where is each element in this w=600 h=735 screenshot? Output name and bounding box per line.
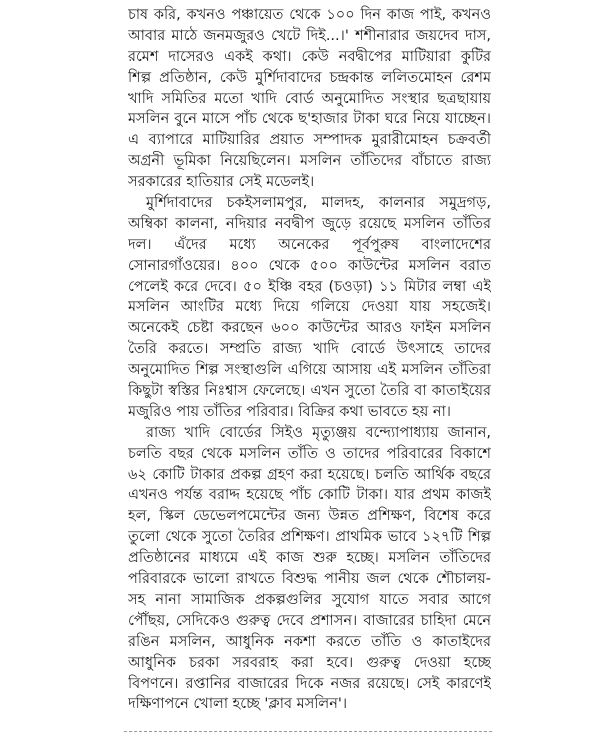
text-line: দল। এঁদের মধ্যে অনেকের পূর্বপুরুষ বাংলাদেশের: [128, 236, 491, 253]
text-line: চাষ করি, কখনও পঞ্চায়েত থেকে ১০০ দিন কাজ পাই, কখনও: [128, 7, 491, 23]
text-line: খাদি সমিতির মতো খাদি বোর্ড অনুমোদিত সংস্থার ছত্রছায়ায়: [128, 90, 491, 107]
text-line: বিপণনে। রপ্তানির বাজারের দিকে নজর রয়েছে। সেই কারণেই: [128, 675, 491, 692]
text-line: সরকারের হাতিয়ার সেই মডেলই।: [128, 174, 315, 191]
text-line: হল, স্কিল ডেভেলপমেন্টের জন্য উন্নত প্রশিক্ষণ, বিশেষ করে: [128, 508, 491, 525]
text-line: তৈরি করতে। সম্প্রতি রাজ্য খাদি বোর্ডে উৎসাহে তাদের: [128, 341, 491, 358]
text-line: মসলিন আংটির মধ্যে দিয়ে গলিয়ে দেওয়া যায় সহজেই।: [128, 299, 491, 316]
text-line: আধুনিক চরকা সরবরাহ করা হবে। গুরুত্ব দেওয়া হচ্ছে: [128, 654, 491, 671]
text-line: পরিবারকে ভালো রাখতে বিশুদ্ধ পানীয় জল থেকে শৌচালয়-: [128, 571, 491, 588]
article-paragraph: [128, 423, 491, 715]
text-line: পৌঁছয়, সেদিকেও গুরুত্ব দেবে প্রশাসন। বাজারের চাহিদা মেনে: [128, 612, 491, 629]
dotted-divider: [124, 731, 492, 732]
text-line: অনেকেই চেষ্টা করছেন ৬০০ কাউন্টের আরও ফাইন মসলিন: [128, 320, 491, 337]
text-line: রমেশ দাসেরও একই কথা। কেউ নবদ্বীপের মাটিয়ারা কুটির: [128, 48, 491, 65]
article-paragraph: [128, 5, 491, 193]
text-line: মুর্শিদাবাদের চকইসলামপুর, মালদহ, কালনার সমুদ্রগড়,: [146, 195, 491, 212]
text-line: ৬২ কোটি টাকার প্রকল্প গ্রহণ করা হয়েছে। চলতি আর্থিক বছরে: [128, 466, 491, 483]
text-line: রাজ্য খাদি বোর্ডের সিইও মৃত্যুঞ্জয় বন্দ্যোপাধ্যায় জানান,: [146, 424, 491, 441]
text-line: অম্বিকা কালনা, নদিয়ার নবদ্বীপ জুড়ে রয়েছে মসলিন তাঁতির: [128, 215, 491, 232]
text-line: আবার মাঠে জনমজুরও খেটে দিই...।' শশীনারার জয়দেব দাস,: [128, 27, 491, 44]
text-line: অনুমোদিত শিল্প সংস্থাগুলি এগিয়ে আসায় এই মসলিন তাঁতিরা: [128, 362, 491, 379]
text-line: প্রতিষ্ঠানের মাধ্যমে এই কাজ শুরু হচ্ছে। মসলিন তাঁতিদের: [128, 550, 491, 567]
text-line: সোনারগাঁওয়ের। ৪০০ থেকে ৫০০ কাউন্টের মসলিন বরাত: [128, 257, 491, 274]
article-paragraph: [128, 193, 491, 423]
text-line: মসলিন বুনে মাসে পাঁচ থেকে ছ'হাজার টাকা ঘরে নিয়ে যাচ্ছেন।: [128, 111, 491, 128]
text-line: চলতি বছর থেকে মসলিন তাঁতি ও তাদের পরিবারের বিকাশে: [128, 445, 491, 462]
text-line: দক্ষিণাপনে খোলা হচ্ছে 'ক্লাব মসলিন'।: [128, 696, 348, 713]
text-line: শিল্প প্রতিষ্ঠান, কেউ মুর্শিদাবাদের চন্দ্রকান্ত ললিতমোহন রেশম: [128, 69, 491, 86]
text-line: মজুরিও পায় তাঁতির পরিবার। বিক্রির কথা ভাবতে হয় না।: [128, 403, 451, 420]
text-line: অগ্রনী ভূমিকা নিয়েছিলেন। মসলিন তাঁতিদের বাঁচাতে রাজ্য: [128, 153, 491, 170]
text-line: এ ব্যাপারে মাটিয়ারির প্রয়াত সম্পাদক মুরারীমোহন চক্রবর্তী: [128, 132, 491, 149]
text-line: রঙিন মসলিন, আধুনিক নকশা করতে তাঁতি ও কাতাইদের: [128, 633, 491, 650]
article-column: [128, 5, 491, 715]
text-line: এখনও পর্যন্ত বরাদ্দ হয়েছে পাঁচ কোটি টাকা। যার প্রথম কাজই: [128, 487, 491, 504]
text-line: কিছুটা স্বস্তির নিঃশ্বাস ফেলেছে। এখন সুতো তৈরি বা কাতাইয়ের: [128, 383, 491, 400]
text-line: তুলো থেকে সুতো তৈরির প্রশিক্ষণ। প্রাথমিক ভাবে ১২৭টি শিল্প: [128, 529, 491, 546]
text-line: পেলেই করে দেবে। ৫০ ইঞ্চি বহর (চওড়া) ১১ মিটার লম্বা এই: [128, 278, 491, 295]
text-line: সহ নানা সামাজিক প্রকল্পগুলির সুযোগ যাতে সবার আগে: [128, 591, 491, 608]
